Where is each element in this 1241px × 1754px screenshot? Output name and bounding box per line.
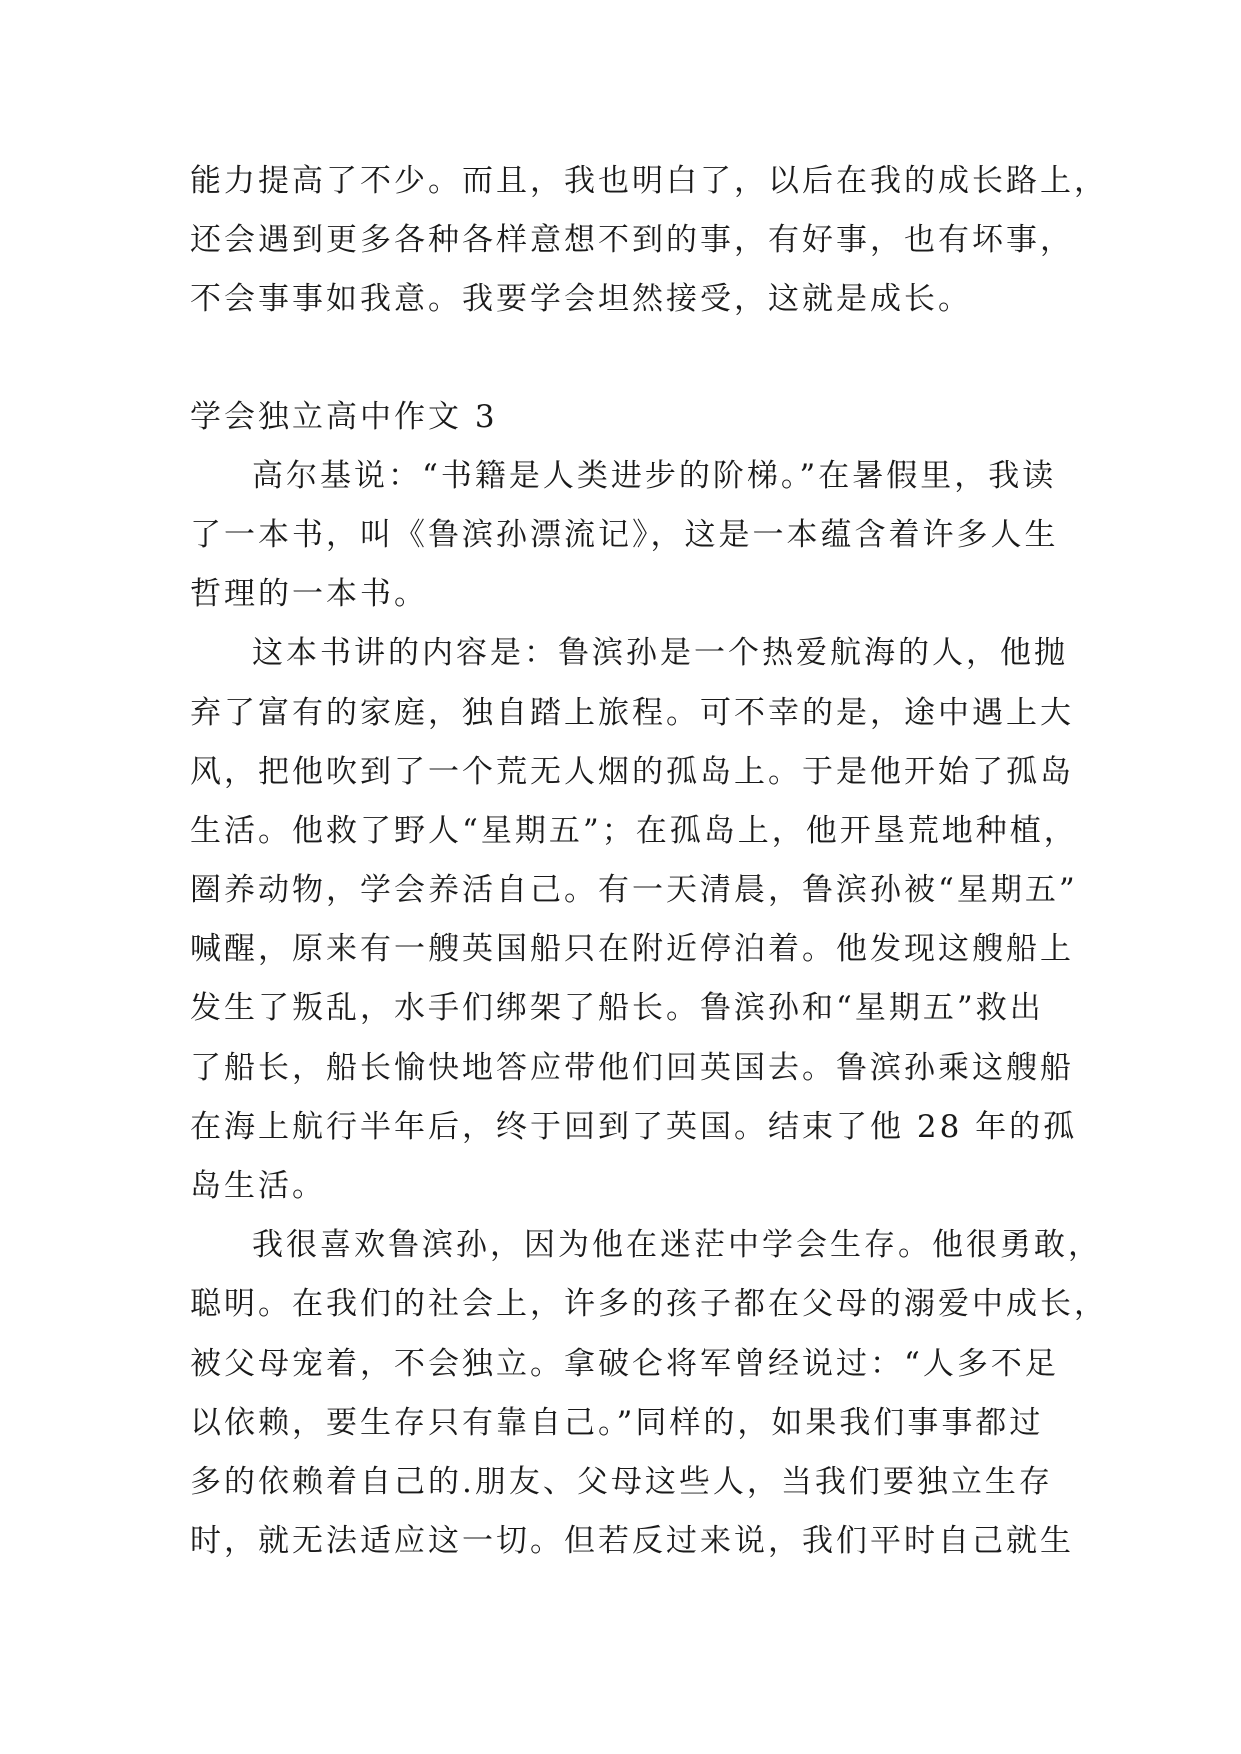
paragraph-line: 发生了叛乱，水手们绑架了船长。鲁滨孙和“星期五”救出 (190, 990, 1044, 1027)
document-body (190, 152, 1108, 1571)
paragraph-line: 被父母宠着，不会独立。拿破仑将军曾经说过：“人多不足 (190, 1345, 1059, 1382)
paragraph-line: 高尔基说：“书籍是人类进步的阶梯。”在暑假里，我读 (252, 457, 1057, 494)
paragraph-line: 了船长，船长愉快地答应带他们回英国去。鲁滨孙乘这艘船 (190, 1049, 1074, 1086)
paragraph-line: 聪明。在我们的社会上，许多的孩子都在父母的溺爱中成长， (190, 1286, 1108, 1323)
section-title: 学会独立高中作文 3 (190, 398, 498, 435)
paragraph (190, 624, 1078, 1216)
paragraph-line: 我很喜欢鲁滨孙，因为他在迷茫中学会生存。他很勇敢， (252, 1227, 1102, 1264)
paragraph-line: 以依赖，要生存只有靠自己。”同样的，如果我们事事都过 (190, 1404, 1044, 1441)
paragraph-line: 风，把他吹到了一个荒无人烟的孤岛上。于是他开始了孤岛 (190, 753, 1074, 790)
paragraph-line: 喊醒，原来有一艘英国船只在附近停泊着。他发现这艘船上 (190, 931, 1074, 968)
intro-line: 还会遇到更多各种各样意想不到的事，有好事，也有坏事， (190, 222, 1074, 259)
paragraph (190, 1216, 1108, 1571)
intro-line: 能力提高了不少。而且，我也明白了，以后在我的成长路上， (190, 163, 1108, 199)
intro-line: 不会事事如我意。我要学会坦然接受，这就是成长。 (190, 281, 972, 318)
paragraph-line: 在海上航行半年后，终于回到了英国。结束了他 28 年的孤 (190, 1108, 1078, 1145)
paragraph-line: 这本书讲的内容是：鲁滨孙是一个热爱航海的人，他抛 (252, 635, 1068, 672)
paragraph-line: 哲理的一本书。 (190, 576, 428, 613)
paragraph-line: 弃了富有的家庭，独自踏上旅程。可不幸的是，途中遇上大 (190, 694, 1074, 731)
section-spacer (190, 330, 1070, 388)
paragraph (190, 447, 1070, 625)
paragraph-line: 圈养动物，学会养活自己。有一天清晨，鲁滨孙被“星期五” (190, 872, 1078, 909)
paragraph-line: 多的依赖着自己的.朋友、父母这些人，当我们要独立生存 (190, 1463, 1053, 1500)
paragraph-line: 时，就无法适应这一切。但若反过来说，我们平时自己就生 (190, 1523, 1074, 1560)
paragraph-line: 岛生活。 (190, 1168, 326, 1204)
paragraph-line: 生活。他救了野人“星期五”；在孤岛上，他开垦荒地种植， (190, 812, 1078, 849)
paragraph-line: 了一本书，叫《鲁滨孙漂流记》，这是一本蕴含着许多人生 (190, 516, 1059, 553)
